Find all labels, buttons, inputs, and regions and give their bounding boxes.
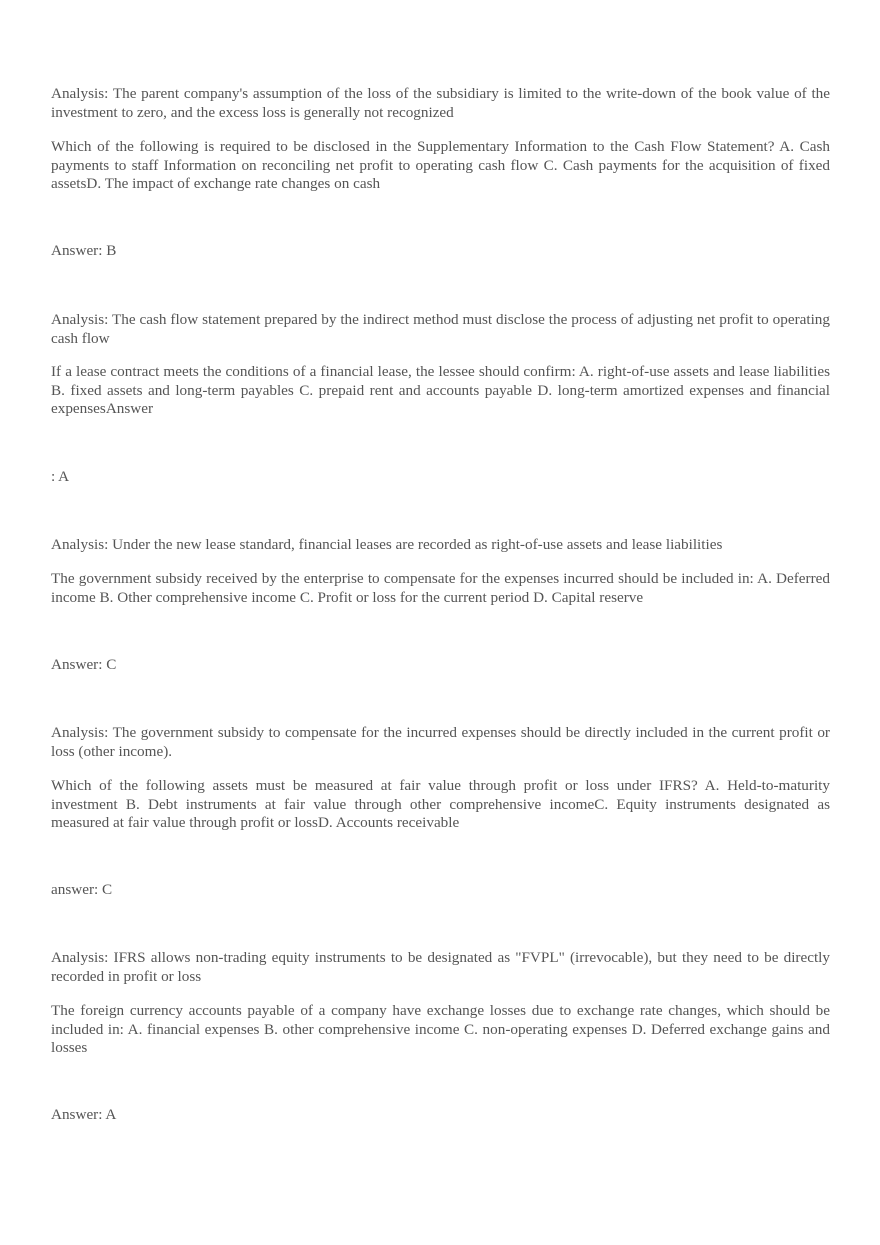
- analysis-paragraph: Analysis: The cash flow statement prepared by the indirect method must disclose the process of adjusting net profit to operating cash flow: [51, 311, 830, 347]
- question-paragraph: The foreign currency accounts payable of a company have exchange losses due to exchange rate changes, which should be included in: A. financial expenses B. other comprehensive income C. non-operating expenses D. Deferred exchange gains and losses: [51, 1002, 830, 1056]
- answer-paragraph: : A: [51, 468, 70, 485]
- analysis-paragraph: Analysis: Under the new lease standard, financial leases are recorded as right-of-use assets and lease liabilities: [51, 536, 723, 553]
- analysis-paragraph: Analysis: The parent company's assumption of the loss of the subsidiary is limited to the write-down of the book value of the investment to zero, and the excess loss is generally not recognized: [51, 85, 830, 121]
- question-paragraph: Which of the following is required to be disclosed in the Supplementary Information to the Cash Flow Statement? A. Cash payments to staff Information on reconciling net profit to operating cash flow C. Cash payments for the acquisition of fixed assetsD. The impact of exchange rate changes on cash: [51, 138, 830, 192]
- answer-paragraph: Answer: A: [51, 1106, 117, 1123]
- answer-paragraph: Answer: B: [51, 242, 117, 259]
- question-paragraph: If a lease contract meets the conditions of a financial lease, the lessee should confirm: A. right-of-use assets and lease liabilities B. fixed assets and long-term payables C. prepaid rent and accounts payable D. long-term amortized expenses and financial expensesAnswer: [51, 363, 830, 417]
- answer-paragraph: Answer: C: [51, 656, 117, 673]
- analysis-paragraph: Analysis: IFRS allows non-trading equity instruments to be designated as "FVPL" (irrevocable), but they need to be directly recorded in profit or loss: [51, 949, 830, 985]
- analysis-paragraph: Analysis: The government subsidy to compensate for the incurred expenses should be directly included in the current profit or loss (other income).: [51, 724, 830, 760]
- question-paragraph: Which of the following assets must be measured at fair value through profit or loss under IFRS? A. Held-to-maturity investment B. Debt instruments at fair value through other comprehensive incomeC. Equity instruments designated as measured at fair value through profit or lossD. Accounts receivable: [51, 777, 830, 831]
- question-paragraph: The government subsidy received by the enterprise to compensate for the expenses incurred should be included in: A. Deferred income B. Other comprehensive income C. Profit or loss for the current period D. Capital reserve: [51, 570, 830, 606]
- answer-paragraph: answer: C: [51, 881, 113, 898]
